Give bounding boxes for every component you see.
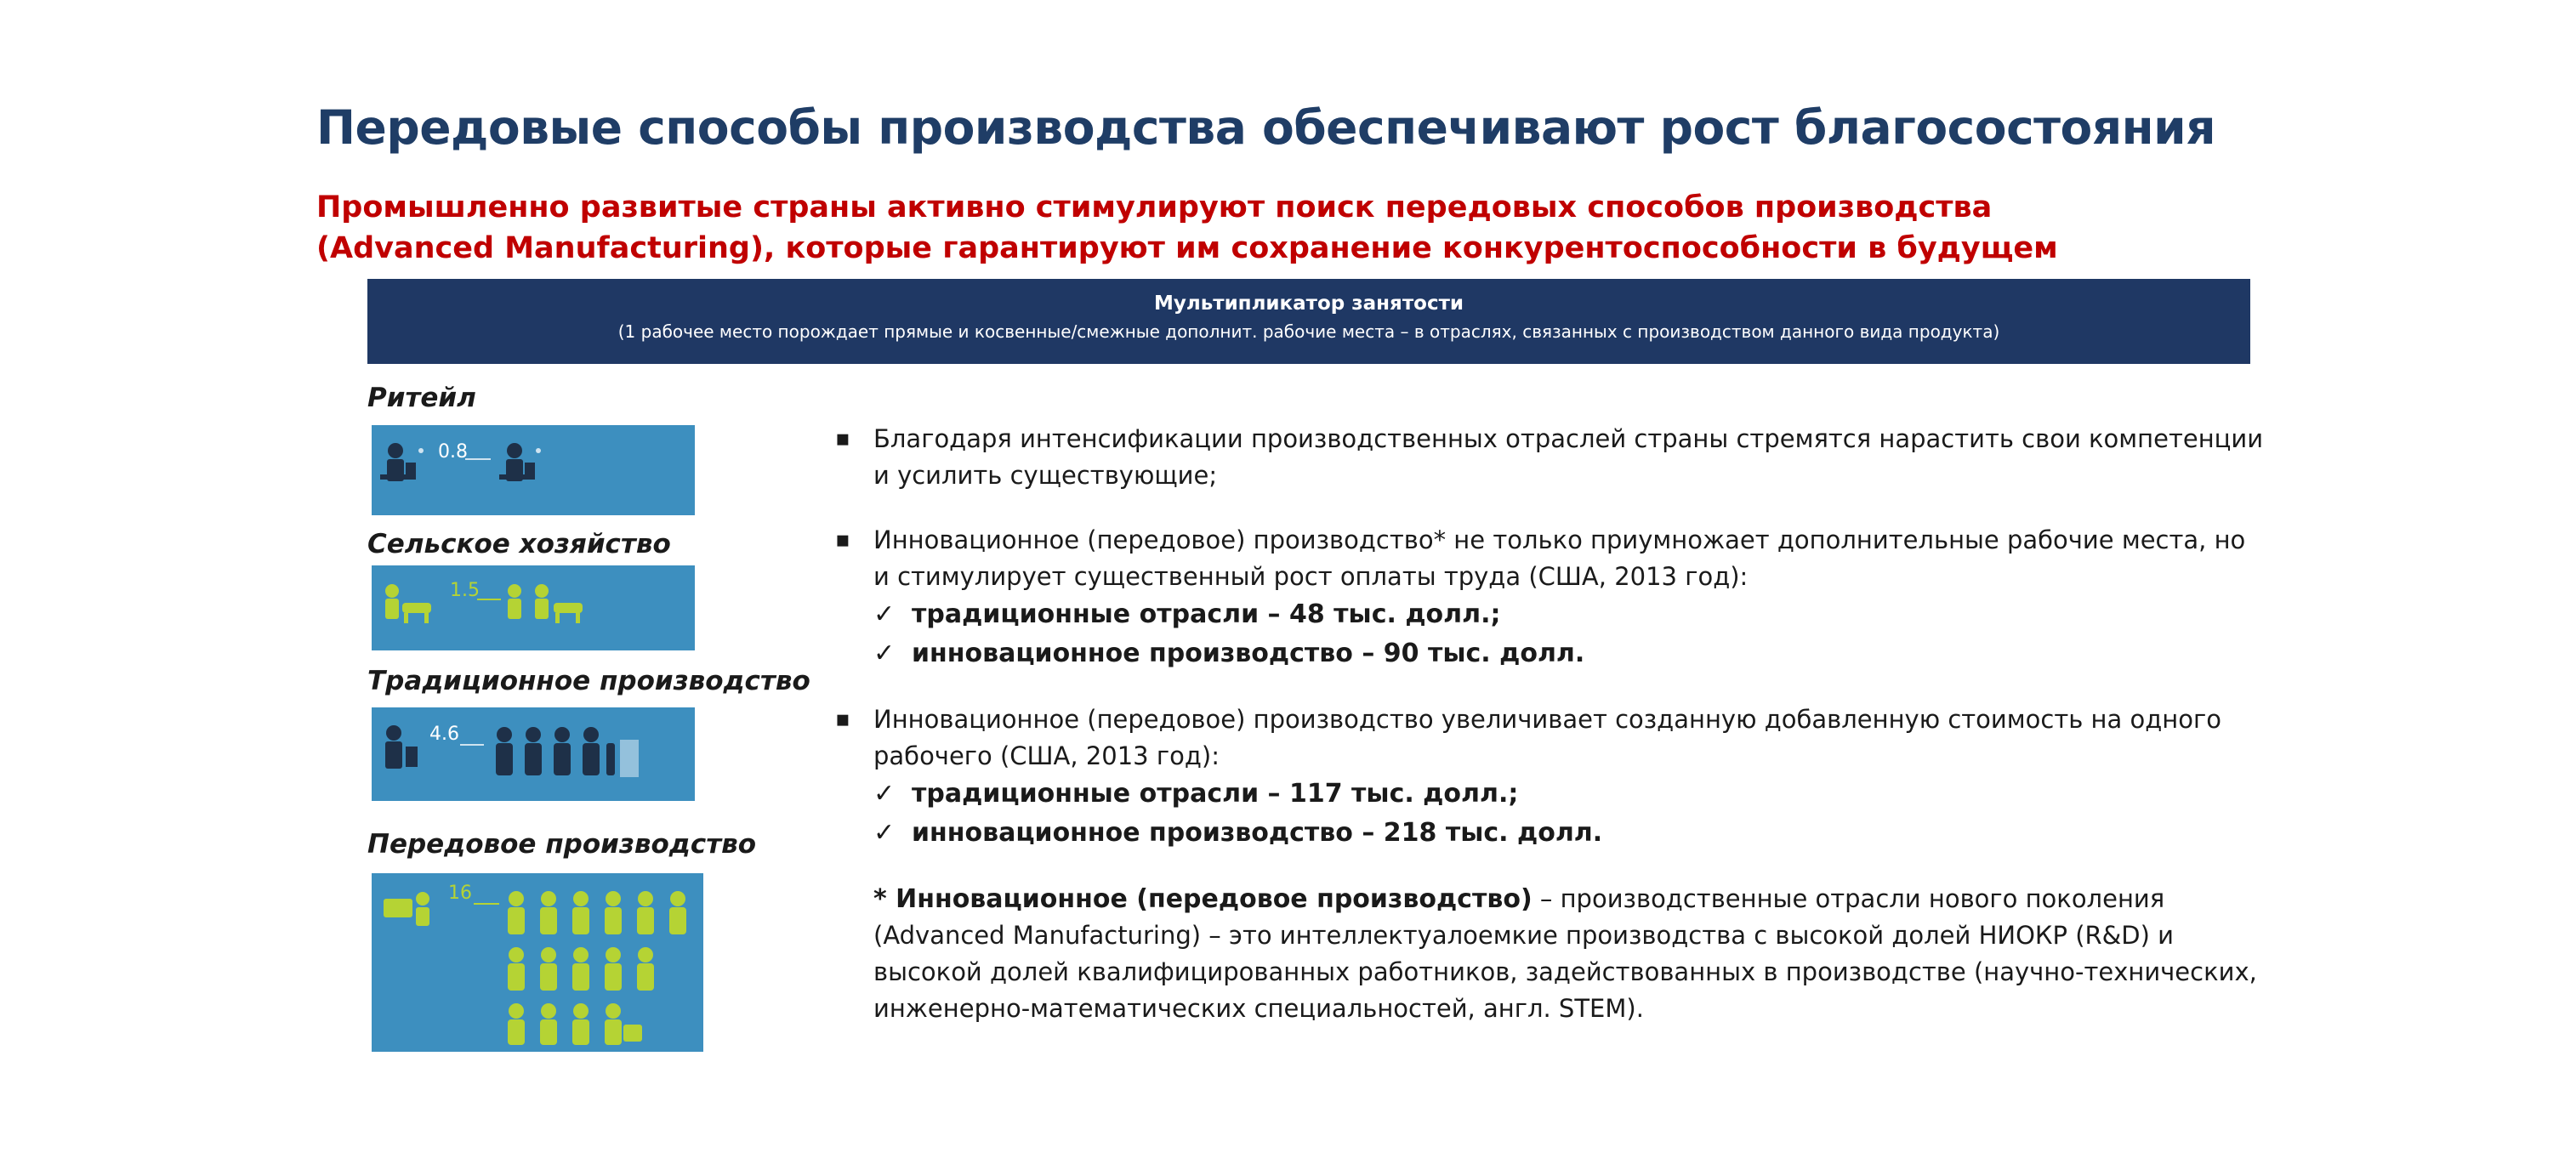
banner-text: (1 рабочее место порождает прямые и косвенные/смежные дополнит. рабочие места – в отраслях, связанных с производством данного вида продукта) (617, 321, 2000, 342)
bullet-list (835, 421, 2264, 1027)
bullet-wages (835, 522, 2264, 595)
traditional-manufacturing-tile (372, 707, 695, 801)
bullet-marker: ▪ (835, 527, 850, 553)
retail-tile (372, 425, 695, 515)
traditional-manufacturing-multiplier: 4.6 (429, 724, 459, 745)
check-item-traditional-wages (873, 595, 2264, 634)
check-icon: ✓ (873, 779, 896, 809)
bullet-marker: ▪ (835, 426, 850, 451)
category-label-agriculture: Сельское хозяйство (367, 529, 671, 559)
check-icon: ✓ (873, 599, 896, 629)
retail-multiplier: 0.8 (438, 441, 468, 463)
advanced-manufacturing-tile (372, 873, 703, 1052)
check-icon: ✓ (873, 818, 896, 848)
subtitle (316, 187, 2272, 269)
bullet-competencies (835, 421, 2264, 494)
subtitle-line-2: (Advanced Manufacturing), которые гарантируют им сохранение конкурентоспособности в будущем (316, 231, 2058, 265)
check-item-advanced-value (873, 814, 2264, 853)
check-item-advanced-wages (873, 634, 2264, 673)
agriculture-workers-icon (372, 565, 695, 650)
category-label-retail: Ритейл (367, 383, 476, 413)
employment-multiplier-banner (367, 279, 2250, 364)
subtitle-line-1: Промышленно развитые страны активно стимулируют поиск передовых способов производства (316, 190, 1993, 224)
footnote-text: – производственные отрасли нового поколения (Advanced Manufacturing) – это интеллектуалоемкие производства с высокой долей НИОКР (R&D) и высокой долей квалифицированных работников, задействованных в производстве (научно-технических, инженерно-математических специальностей, англ. STEM). (873, 884, 2257, 1023)
check-text: традиционные отрасли – 117 тыс. долл.; (912, 779, 1519, 809)
agriculture-multiplier: 1.5 (450, 580, 480, 601)
advanced-manufacturing-multiplier: 16 (448, 883, 472, 904)
category-label-advanced-manufacturing: Передовое производство (367, 829, 757, 860)
retail-workers-icon (372, 425, 695, 515)
check-text: традиционные отрасли – 48 тыс. долл.; (912, 599, 1501, 629)
bullet-text: Инновационное (передовое) производство увеличивает созданную добавленную стоимость на одного рабочего (США, 2013 год): (873, 705, 2221, 770)
page-title: Передовые способы производства обеспечивают рост благосостояния (316, 100, 2216, 155)
traditional-manufacturing-workers-icon (372, 707, 695, 801)
bullet-text: Благодаря интенсификации производственных отраслей страны стремятся нарастить свои компетенции и усилить существующие; (873, 424, 2264, 490)
check-text: инновационное производство – 218 тыс. долл. (912, 818, 1603, 848)
banner-heading: Мультипликатор занятости (1153, 292, 1464, 315)
bullet-text: Инновационное (передовое) производство* не только приумножает дополнительные рабочие места, но и стимулирует существенный рост оплаты труда (США, 2013 год): (873, 525, 2246, 591)
footnote (873, 881, 2264, 1027)
check-text: инновационное производство – 90 тыс. долл. (912, 639, 1585, 668)
agriculture-tile (372, 565, 695, 650)
category-label-traditional-manufacturing: Традиционное производство (367, 666, 810, 696)
check-item-traditional-value (873, 775, 2264, 814)
check-icon: ✓ (873, 639, 896, 668)
advanced-manufacturing-workers-icon (372, 873, 703, 1052)
bullet-marker: ▪ (835, 707, 850, 732)
footnote-term: * Инновационное (передовое производство) (873, 884, 1533, 914)
bullet-value-added (835, 701, 2264, 775)
